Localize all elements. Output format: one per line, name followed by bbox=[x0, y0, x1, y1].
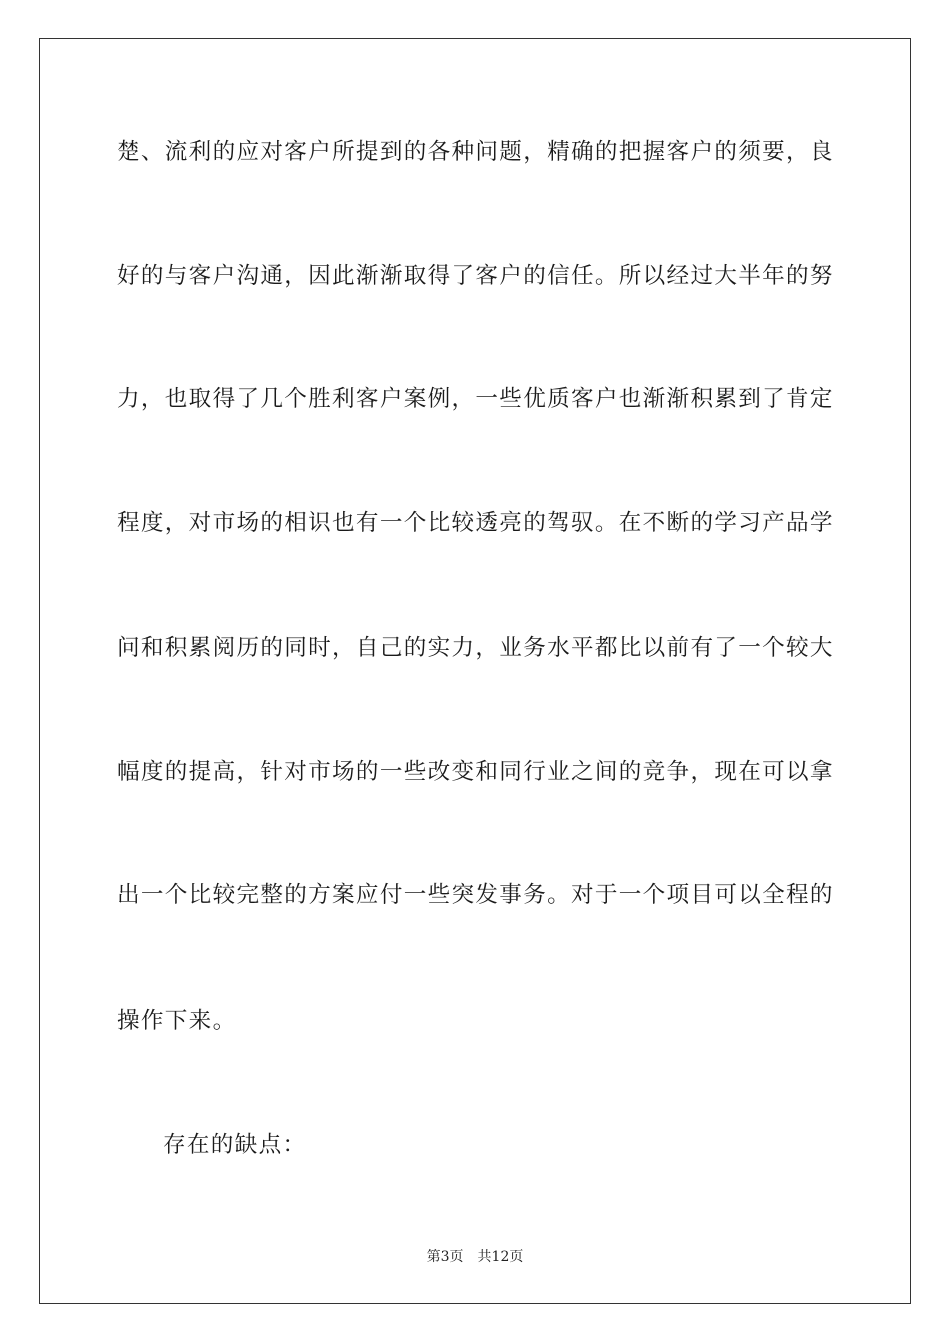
page-border bbox=[39, 38, 911, 1304]
page-total: 共12页 bbox=[477, 1249, 524, 1265]
body-text-line: 问和积累阅历的同时，自己的实力，业务水平都比以前有了一个较大 bbox=[117, 635, 834, 661]
body-text-line: 操作下来。 bbox=[117, 1008, 237, 1034]
body-text-line: 好的与客户沟通，因此渐渐取得了客户的信任。所以经过大半年的努 bbox=[117, 263, 834, 289]
section-heading: 存在的缺点： bbox=[163, 1132, 307, 1158]
page-footer bbox=[0, 1248, 950, 1266]
body-text-line: 幅度的提高，针对市场的一些改变和同行业之间的竞争，现在可以拿 bbox=[117, 759, 834, 785]
body-text-line: 出一个比较完整的方案应付一些突发事务。对于一个项目可以全程的 bbox=[117, 882, 834, 908]
body-text-line: 力，也取得了几个胜利客户案例，一些优质客户也渐渐积累到了肯定 bbox=[117, 386, 834, 412]
body-text-line: 程度，对市场的相识也有一个比较透亮的驾驭。在不断的学习产品学 bbox=[117, 510, 834, 536]
body-text-line: 楚、流利的应对客户所提到的各种问题，精确的把握客户的须要，良 bbox=[117, 139, 834, 165]
page-number: 第3页 bbox=[426, 1249, 464, 1265]
